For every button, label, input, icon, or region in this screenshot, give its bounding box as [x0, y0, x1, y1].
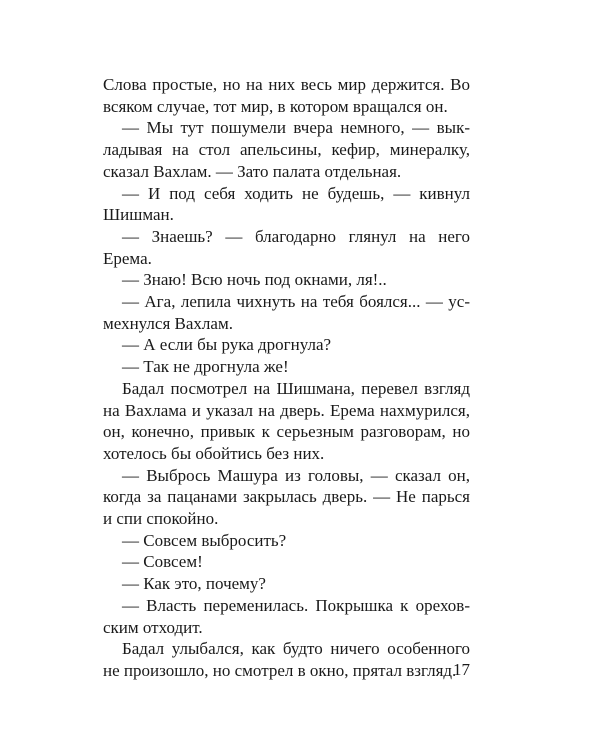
paragraph: — Ага, лепила чихнуть на тебя боялся... — усмехнулся Вахлам. — [103, 292, 470, 333]
paragraph: — Выбрось Машура из головы, — сказал он, когда за пацанами закрылась дверь. — Не парься и спи спокойно. — [103, 465, 470, 529]
page-text — [103, 74, 470, 682]
page-number: 17 — [453, 660, 470, 679]
paragraph: Бадал посмотрел на Шишмана, перевел взгляд на Вахлама и указал на дверь. Ерема нахмурился, он, конечно, привык к серьезным разговорам, но хотелось бы обойтись без них. — [103, 378, 470, 463]
paragraph: — Совсем! — [122, 552, 203, 572]
paragraph: Слова простые, но на них весь мир держится. Во всяком случае, тот мир, в котором вращался он. — [103, 75, 470, 116]
paragraph: — Как это, почему? — [122, 574, 266, 594]
paragraph: — Власть переменилась. Покрышка к ореховским отходит. — [103, 595, 470, 637]
paragraph: — А если бы рука дрогнула? — [122, 335, 332, 355]
paragraph: — И под себя ходить не будешь, — кивнул Шишман. — [103, 183, 470, 225]
paragraph: — Так не дрогнула же! — [122, 357, 289, 377]
paragraph: — Знаю! Всю ночь под окнами, ля!.. — [122, 270, 387, 290]
paragraph: — Мы тут пошумели вчера немного, — выкладывая на стол апельсины, кефир, минералку, сказал Вахлам. — Зато палата отдельная. — [103, 118, 470, 181]
paragraph: — Знаешь? — благодарно глянул на него Ерема. — [103, 226, 470, 268]
paragraph: — Совсем выбросить? — [122, 530, 287, 550]
paragraph: Бадал улыбался, как будто ничего особенного не произошло, но смотрел в окно, прятал взгляд. — [103, 639, 470, 680]
